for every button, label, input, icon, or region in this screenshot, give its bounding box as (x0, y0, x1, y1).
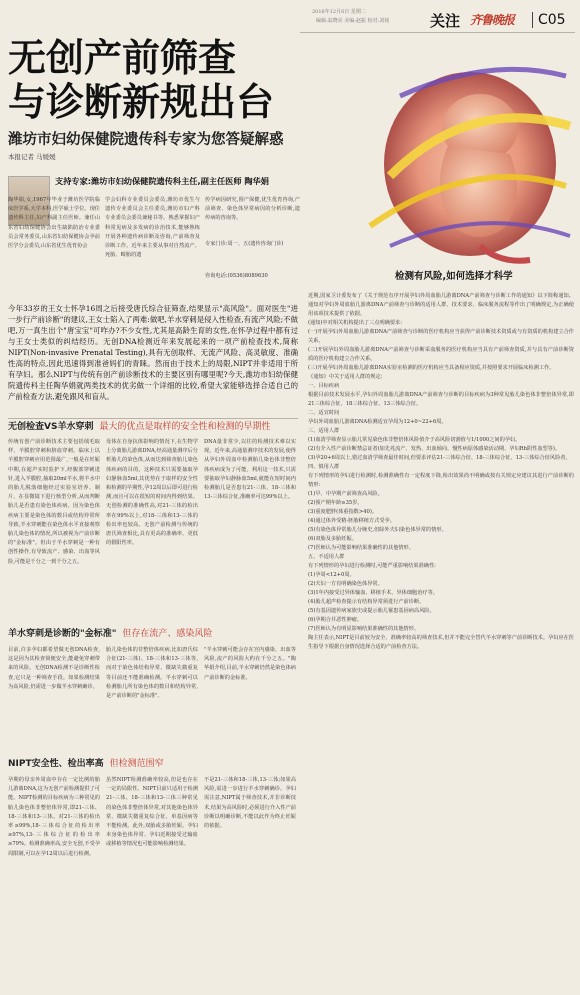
right-column-item: (3)1年内接受过异体输血、移植手术、异体细胞治疗等。 (308, 590, 438, 596)
right-column-item: (5)有基因遗传病家族史或提示胎儿罹患基因病高风险。 (308, 608, 435, 614)
header-rule (300, 32, 575, 33)
expert-intro: 支持专家:潍坊市妇幼保健院遗传科主任,副主任医师 陶华娟 (55, 176, 269, 186)
right-column-item: (三)开展孕妇外周血胎儿游离DNA实验室检测的医疗机构应当具备相应资质,并按照要求开展临床检测工作。 (308, 365, 555, 371)
right-column-item: (5)有染色体异常胎儿分娩史,但除外夫妇染色体异常的情形。 (308, 527, 447, 533)
headline-line-2: 与诊断新规出台 (8, 80, 275, 124)
right-column-item: 二、适宜时间 (308, 410, 340, 416)
right-column-item: 四、慎用人群 (308, 464, 340, 470)
section-subtitle: 最大的优点是取样的安全性和检测的早期性 (99, 422, 271, 432)
image-caption: 检测有风险,如何选择才科学 (395, 271, 513, 282)
expert-phone: 咨询电话:(0536)8089630 (205, 273, 268, 279)
right-column-item: (通知)中对相关机构提出了三点明确要求: (308, 320, 402, 326)
byline: 本报记者 马媛媛 (8, 153, 56, 161)
expert-bio-col-1: 陶华娟,女,1967年毕业于潍坊医学院临床医学系,大学本科,医学硕士学位。现任遗传科主任,妇产科副主任医师。兼任山东省妇幼保健协会出生缺陷防治专业委员会常务委员,山东省妇幼保健协会孕前医学分会委员,山东省优生优育协会 (8, 197, 100, 250)
right-column (308, 292, 574, 990)
right-column-item: (4)通过体外受精-胚胎移植方式受孕。 (308, 518, 395, 524)
right-column-item: (1)早、中孕期产前筛查高风险。 (308, 491, 383, 497)
section-label: 关注 (430, 12, 461, 30)
section-heading-3 (8, 758, 308, 770)
right-column-item: (6)孕期合并恶性肿瘤。 (308, 617, 363, 623)
right-column-item: 陶主任表示,NIPT是目前较为安全、准确率较高的筛查技术,但并不能完全替代羊水穿刺等产前诊断技术。孕妇应在医生指导下根据自身情况选择合适的产前检查方法。 (308, 635, 574, 650)
header-divider (532, 12, 533, 28)
section-1-col-1: 传统有创产前诊断技术主要包括绒毛取样、羊膜腔穿刺和脐血穿刺。临床上以羊膜腔穿刺应用范围最广,一般是在妊娠中期,在超声实时监护下,经腹部穿刺进针,进入羊膜腔,抽取20ml羊水,将羊水中的胎儿脱落细胞经过实验室培养、制片、在显微镜下进行核型分析,从而判断胎儿是否患有染色体疾病。因为染色体疾病主要是染色体的数目或结构异常所导致,羊水穿刺能在染色体水平直接观察胎儿染色体的情况,所以被视为产前诊断的"金标准"。但由于羊水穿刺是一种有创性操作,有导致流产、感染、出血等风险,可能是千分之一到千分之五。 (8, 439, 100, 565)
right-column-item: 孕妇外周血胎儿游离DNA检测适宜孕周为12+0~22+6周。 (308, 419, 447, 425)
right-column-item: 《通知》中关于适用人群的规定: (308, 374, 383, 380)
section-subtitle: 但检测范围窄 (109, 759, 164, 769)
right-column-item: (1)血清学筛查显示胎儿常见染色体非整倍体风险值介于高风险切割值与1/1000之间的孕妇。 (308, 437, 521, 443)
date-line: 2016年12月6日 星期二 (312, 9, 366, 15)
right-column-item: (2)夫妇一方有明确染色体异常。 (308, 581, 383, 587)
right-column-item: (二)开展孕妇外周血胎儿游离DNA产前筛查与诊断采血服务的医疗机构应当具有产前筛查资质,并与具有产前诊断资质的医疗机构建立合作关系。 (308, 347, 574, 362)
headline-line-1: 无创产前筛查 (8, 36, 237, 80)
lead-rule (8, 418, 298, 419)
lead-paragraph: 今年33岁的王女士怀孕16周之后接受唐氏综合征筛查,结果显示"高风险"。面对医生"进一步行产前诊断"的建议,王女士陷入了两难:做吧,羊水穿刺是侵入性检查,有流产风险;不做吧,万一真生出个"唐宝宝"可咋办?不少女性,尤其是高龄生育的女性,在怀孕过程中都有过与王女士类似的纠结经历。无创DNA检测近年来发展起来的一项产前检查技术,简称NIPT(Non-invasive Prenatal Testing),具有无创取样、无流产风险、高灵敏度、准确性高的特点,因此迅速得到准爸妈们的青睐。然而由于技术上的局限,NIPT并非适用于所有孕妇。那么NIPT与传统有创产前诊断技术的主要区别有哪里呢?今天,潍坊市妇幼保健院遗传科主任陶华娟就两类技术的优劣做一个详细的比较,希望大家能够选择合适自己的产前检查方法,避免跟风和盲从。 (8, 304, 298, 401)
right-column-item: 根据目前技术发展水平,孕妇外周血胎儿游离DNA产前筛查与诊断的目标疾病为3种常见胎儿染色体非整倍体异常,即21三体综合征、18三体综合征、13三体综合征。 (308, 392, 574, 407)
right-column-item: (3)重度肥胖(体重指数>40)。 (308, 509, 378, 515)
section-title: 羊水穿刺是诊断的"金标准" (8, 629, 117, 639)
right-column-item: 五、不适用人群 (308, 554, 345, 560)
section-1-col-3: DNA量非常少,以往的检测技术难以实现。近年来,高通量测序技术的发展,使得从孕妇外周血中检测胎儿染色体非整倍体疾病成为了可能。利用这一技术,只需要抽取孕妇静脉血5ml,就能在短时间内检测胎儿是否患有21-三体、18-三体和13-三体综合征,准确率可达99%以上。 (204, 439, 296, 501)
section-1-col-2: 母体在自身抗体影响的情况下,在生物学上分离胎儿游离DNA,经高通量测序后分析胎儿的染色体,从而达到筛查胎儿染色体疾病的目的。这种技术只需要抽取孕妇静脉血5ml,其优势在于取样的安全性和检测的早期性,孕12周以后即可进行检测,而且可以在很短的时间内得到结果。无创检测的准确性高,对21-三体的检出率在99%以上,对18-三体和13-三体的检出率也较高。无创产前检测与传统的唐氏筛查相比,具有更高的准确率、更低的假阳性率。 (106, 439, 198, 547)
section-3-col-3: 不是21-三体和18-三体,13-三体;如果高风险,需进一步进行羊水穿刺确诊。孕妇需注意,NIPT属于筛查技术,并非诊断技术,结果为高风险时,必须进行介入性产前诊断以明确诊断,不能以此作为终止妊娠的依据。 (204, 777, 296, 830)
right-column-item: (4)胎儿超声检查提示有结构异常须进行产前诊断。 (308, 599, 425, 605)
section-2-col-2: 胎儿染色体的非整倍体疾病,比如唐氏综合征(21-三体)、18-三体和13-三体等,而对于染色体结构异常、微缺失微重复等目前还不能准确检测。羊水穿刺可以检测胎儿所有染色体的数目和结构异常,是产前诊断的"金标准"。 (106, 647, 198, 700)
section-heading-1 (8, 421, 308, 433)
section-3-col-1: 孕期的母亲外周血中存在一定比例的胎儿游离DNA,这为无创产前检测提供了可能。NIPT检测的目标疾病为三种常见的胎儿染色体非整倍体异常,即21-三体、18-三体和13-三体。对21-三体的检出率≥99%,18-三体综合征的检出率≥97%,13-三体综合征的检出率≥79%。检测准确率高,安全无创,不受孕周限制,可以在孕12周以后进行检测。 (8, 777, 100, 857)
expert-clinic: 专家门诊:周一、五(遗传咨询门诊) (205, 241, 284, 247)
editor-line: 编辑:翁晓亮 美编:赵振 校对:刘扬 (316, 18, 390, 24)
expert-bio-col-3: 传学病因研究,围产保健,优生优育咨询,产前筛查、染色体异常病因的分析诊断,遗传病的咨询等。 (205, 197, 300, 222)
expert-bio-col-2: 学会妇科专业委员会委员,潍坊市优生与遗传专业委员会主任委员,潍坊市妇产科专业委员会委员兼秘书等。熟悉掌握妇产科常见病及多发病的诊治技术,能够熟练开展各种遗传病诊断及咨询,产前筛查及诊断工作。近年来主要从事对自然流产、死胎、畸胎的遗 (105, 197, 200, 259)
right-column-item: (2)有介入性产前诊断禁忌证者(如先兆流产、发热、出血倾向、慢性病原体感染活动期、孕妇Rh阴性血型等)。 (308, 446, 561, 452)
section-2-col-1: 目前,许多孕妇都希望做无创DNA检查,这是因为其检查简便安全,能避免穿刺带来的风险。无创DNA检测不是诊断性检查,它只是一种筛查手段。如果检测结果为高风险,仍需进一步做羊水穿刺确诊。 (8, 647, 100, 690)
right-column-item: (2)预产期年龄≥35岁。 (308, 500, 363, 506)
right-column-item: 有下列情形的孕妇进行检测时,检测准确性有一定程度下降,检出效果尚不明确或按有关规定应建议其进行产前诊断的情形: (308, 473, 574, 488)
right-column-item: 三、适用人群 (308, 428, 340, 434)
right-column-item: 一、目标疾病 (308, 383, 340, 389)
section-2-col-3: "羊水穿刺可能会存在宫内感染、出血等风险,流产的风险大约在千分之五。"陶华娟介绍,目前,羊水穿刺仍然是染色体病产前诊断的金标准。 (204, 647, 296, 681)
right-column-item: (3)孕20+6周以上,错过血清学筛查最佳时间,但要求评估21-三体综合征、18-三体综合征、13-三体综合征风险者。 (308, 455, 571, 461)
fetus-illustration (330, 36, 576, 272)
right-column-item: 有下列情形的孕妇进行检测时,可能严重影响结果准确性: (308, 563, 436, 569)
section-subtitle: 但存在流产、感染风险 (122, 629, 213, 639)
right-column-item: (一)开展孕妇外周血胎儿游离DNA产前筛查与诊断的医疗机构应当获得产前诊断技术资质或与有资质的机构建立合作关系。 (308, 329, 574, 344)
right-column-item: (7)医师认为可能影响结果准确性的其他情形。 (308, 545, 414, 551)
section-title: NIPT安全性、检出率高 (8, 759, 104, 769)
right-column-item: (6)双胎及多胎妊娠。 (308, 536, 357, 542)
right-column-items (308, 319, 574, 652)
section-heading-2 (8, 628, 308, 640)
headline-subtitle: 潍坊市妇幼保健院遗传科专家为您答疑解惑 (8, 132, 284, 148)
section-title: 无创检查VS羊水穿刺 (8, 422, 94, 432)
right-column-intro: 近期,国家卫计委发布了《关于规范有序开展孕妇外周血胎儿游离DNA产前筛查与诊断工作的通知》以下简称通知。通知对孕妇外周血胎儿游离DNA产前筛查与诊断的适用人群、技术要求、临床服务流程等作出了明确规定,为正确使用该项技术提供了依据。 (308, 293, 574, 317)
right-column-item: (1)孕周<12+0周。 (308, 572, 355, 578)
right-column-item: (7)医师认为有明显影响结果准确性的其他情形。 (308, 626, 420, 632)
brand-logo: 齐鲁晚报 (470, 13, 515, 27)
section-3-col-2: 虽然NIPT检测准确率较高,但是也存在一定的局限性。NIPT目前只适用于检测21-三体、18-三体和13-三体三种常见的染色体非整倍体异常,对其他染色体异常、微缺失微重复综合征、单基因病等不能检测。此外,双胎或多胎妊娠、孕妇本身染色体异常、孕妇近期接受过输血或移植等情况也可能影响检测结果。 (106, 777, 198, 848)
page-number: C05 (538, 12, 566, 28)
